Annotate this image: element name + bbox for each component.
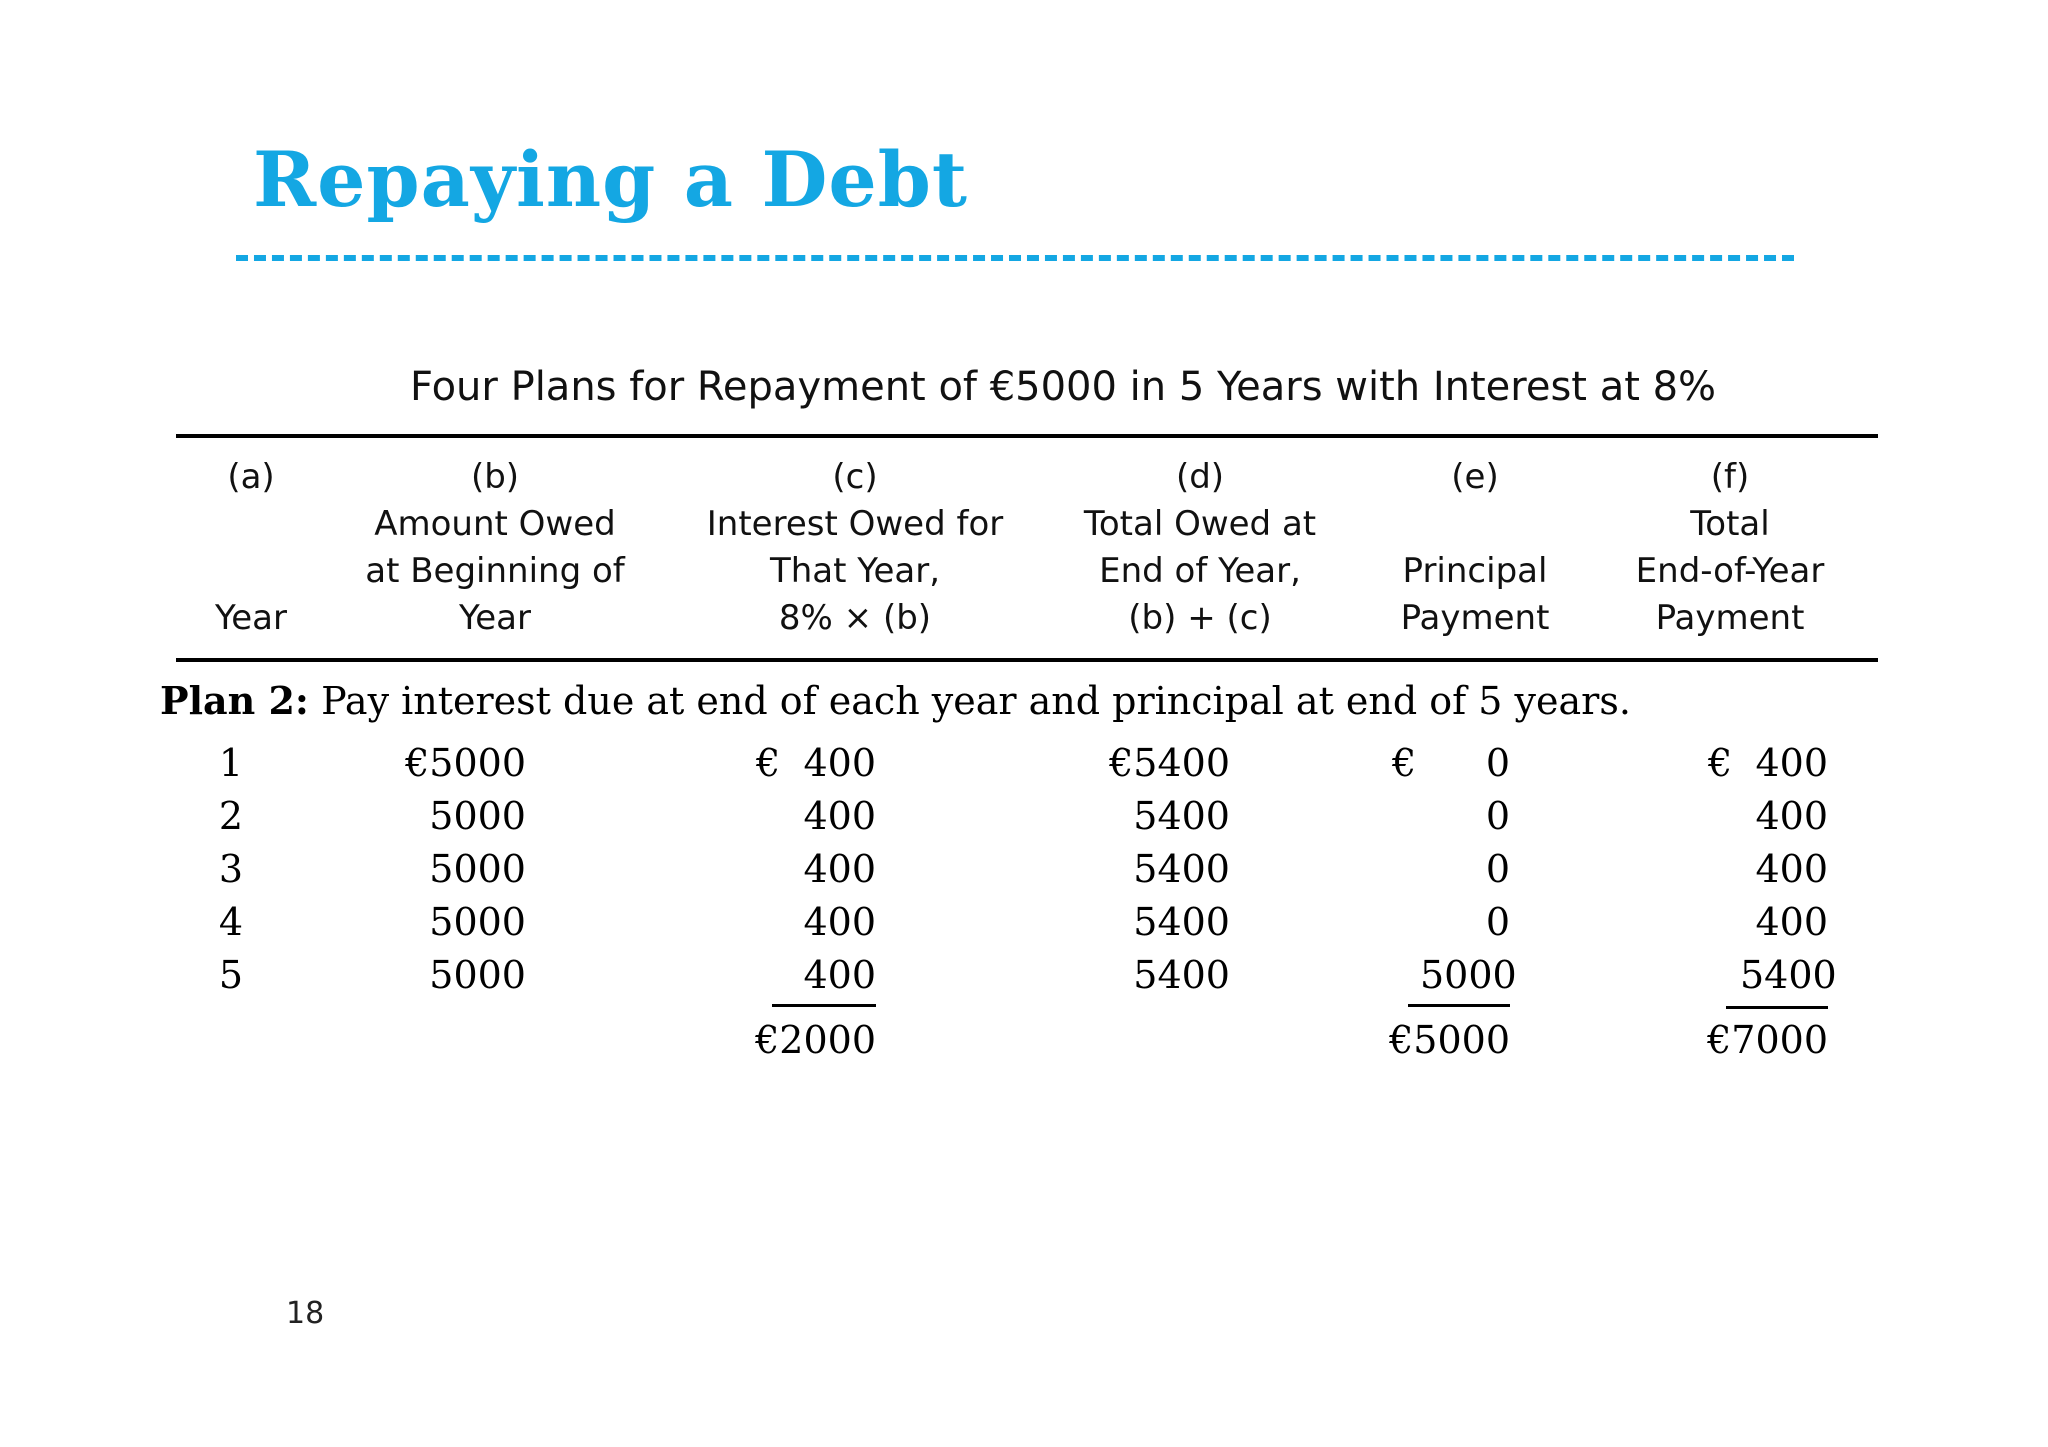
interest-cell: 400 xyxy=(803,953,876,997)
column-line1 xyxy=(176,501,326,548)
interest-cell: 400 xyxy=(803,794,876,838)
total-owed-cell: €5400 xyxy=(1109,741,1230,785)
column-line2 xyxy=(176,548,326,595)
column-header-b xyxy=(340,454,650,642)
column-line3: Year xyxy=(459,598,531,638)
plan-text: Pay interest due at end of each year and principal at end of 5 years. xyxy=(321,679,1631,723)
principal-cell: 0 xyxy=(1485,847,1510,891)
total-owed-cell: 5400 xyxy=(1133,847,1230,891)
interest-currency-cell: € xyxy=(756,741,781,785)
amount-owed-cell: 5000 xyxy=(429,847,526,891)
column-letter: (f) xyxy=(1710,457,1750,497)
column-letter: (b) xyxy=(470,457,520,497)
column-header-e xyxy=(1370,454,1580,642)
column-header-a xyxy=(176,454,326,642)
column-letter: (e) xyxy=(1451,457,1499,497)
table-header-rule xyxy=(176,658,1878,662)
year-cell: 1 xyxy=(218,741,244,785)
column-header-f xyxy=(1600,454,1860,642)
column-line1: Total xyxy=(1690,504,1770,544)
total-owed-cell: 5400 xyxy=(1133,794,1230,838)
page-number: 18 xyxy=(286,1296,325,1331)
amount-owed-cell: 5000 xyxy=(429,953,526,997)
interest-cell: 400 xyxy=(803,900,876,944)
column-line3: 8% × (b) xyxy=(778,598,932,638)
payment-cell: 400 xyxy=(1755,794,1828,838)
column-line1: Total Owed at xyxy=(1083,504,1317,544)
column-line2: at Beginning of xyxy=(365,551,625,591)
interest-cell: 400 xyxy=(803,847,876,891)
column-letter: (a) xyxy=(227,457,275,497)
column-header-d xyxy=(1050,454,1350,642)
amount-owed-cell: 5000 xyxy=(429,794,526,838)
total-owed-cell: 5400 xyxy=(1133,900,1230,944)
amount-owed-cell: 5000 xyxy=(429,900,526,944)
table-top-rule xyxy=(176,434,1878,438)
payment-cell: 400 xyxy=(1755,900,1828,944)
interest-total-rule xyxy=(772,1004,876,1007)
principal-currency-cell: € xyxy=(1392,741,1417,785)
interest-total: €2000 xyxy=(755,1018,876,1062)
column-line2: That Year, xyxy=(769,551,941,591)
column-line1 xyxy=(1370,501,1580,548)
payment-cell: 5400 xyxy=(1740,953,1837,997)
column-line1: Interest Owed for xyxy=(706,504,1004,544)
year-cell: 4 xyxy=(218,900,244,944)
column-letter: (c) xyxy=(832,457,878,497)
column-line3: (b) + (c) xyxy=(1128,598,1272,638)
payment-total: €7000 xyxy=(1707,1018,1828,1062)
payment-cell: 400 xyxy=(1755,847,1828,891)
principal-total-rule xyxy=(1408,1004,1510,1007)
amount-owed-cell: €5000 xyxy=(405,741,526,785)
total-owed-cell: 5400 xyxy=(1133,953,1230,997)
interest-cell: 400 xyxy=(803,741,876,785)
principal-cell: 5000 xyxy=(1420,953,1517,997)
slide-title: Repaying a Debt xyxy=(253,135,968,224)
column-line3: Payment xyxy=(1655,598,1805,638)
column-line2: End of Year, xyxy=(1099,551,1301,591)
column-line3: Year xyxy=(215,598,287,638)
table-caption: Four Plans for Repayment of €5000 in 5 Years with Interest at 8% xyxy=(410,364,1717,410)
principal-cell: 0 xyxy=(1485,741,1510,785)
plan-description xyxy=(160,678,1631,723)
column-line1: Amount Owed xyxy=(374,504,616,544)
column-header-c xyxy=(690,454,1020,642)
year-cell: 2 xyxy=(218,794,244,838)
principal-cell: 0 xyxy=(1485,900,1510,944)
column-letter: (d) xyxy=(1175,457,1225,497)
column-line2: End-of-Year xyxy=(1635,551,1825,591)
payment-cell: 400 xyxy=(1755,741,1828,785)
column-line2: Principal xyxy=(1402,551,1548,591)
year-cell: 5 xyxy=(218,953,244,997)
column-line3: Payment xyxy=(1400,598,1550,638)
payment-total-rule xyxy=(1726,1006,1828,1009)
plan-label: Plan 2: xyxy=(160,678,309,723)
year-cell: 3 xyxy=(218,847,244,891)
principal-cell: 0 xyxy=(1485,794,1510,838)
title-divider xyxy=(236,255,1794,261)
principal-total: €5000 xyxy=(1389,1018,1510,1062)
payment-currency-cell: € xyxy=(1708,741,1733,785)
